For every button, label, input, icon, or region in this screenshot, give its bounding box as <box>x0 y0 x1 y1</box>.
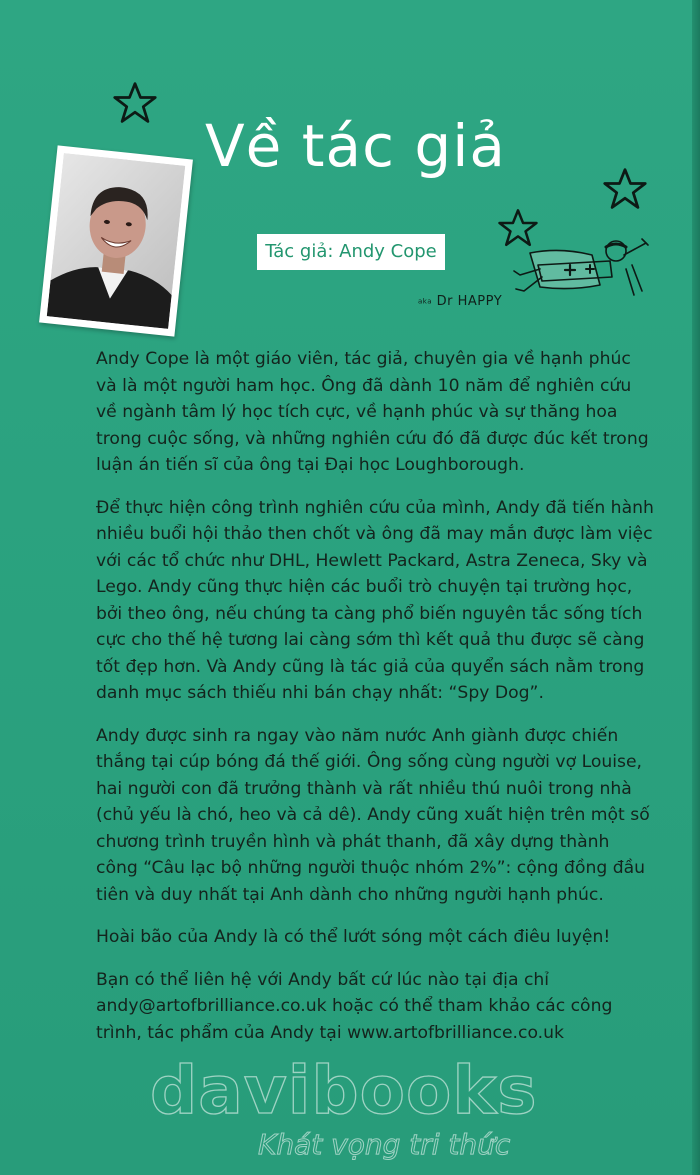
star-icon <box>112 80 158 126</box>
dr-happy-text: Dr HAPPY <box>436 294 503 309</box>
publisher-watermark-tagline: Khát vọng tri thức <box>258 1128 511 1161</box>
book-spine-edge <box>692 0 700 1175</box>
bio-paragraph-2: Để thực hiện công trình nghiên cứu của mình, Andy đã tiến hành nhiều buổi hội thảo then chốt và ông đã may mắn được làm việc với các tổ chức như DHL, Hewlett Packard, Astra Zeneca, Sky và Lego. Andy cũng thực hiện các buổi trò chuyện tại trường học, bởi theo ông, nếu chúng ta càng phổ biến nguyên tắc sống tích cực cho thế hệ tương lai càng sớm thì kết quả thu được sẽ càng tốt đẹp hơn. Và Andy cũng là tác giả của quyển sách nằm trong danh mục sách thiếu nhi bán chạy nhất: “Spy Dog”. <box>96 497 654 703</box>
bio-paragraph-4: Hoài bão của Andy là có thể lướt sóng một cách điêu luyện! <box>96 927 611 947</box>
dr-happy-doodle-label <box>418 294 502 309</box>
publisher-watermark: davibooks <box>150 1052 538 1129</box>
author-portrait-image <box>47 153 185 329</box>
star-icon <box>602 166 648 212</box>
author-biography <box>96 346 656 1062</box>
aka-prefix: aka <box>418 297 433 306</box>
author-photo <box>39 145 193 336</box>
page-title: Về tác giả <box>205 112 506 180</box>
author-name-label: Tác giả: Andy Cope <box>257 234 445 270</box>
bio-paragraph-3: Andy được sinh ra ngay vào năm nước Anh giành được chiến thắng tại cúp bóng đá thế giới. Ông sống cùng người vợ Louise, hai người con đã trưởng thành và rất nhiều thú nuôi trong nhà (chủ yếu là chó, heo và cả dê). Andy cũng xuất hiện trên một số chương trình truyền hình và phát thanh, đã xây dựng thành công “Câu lạc bộ những người thuộc nhóm 2%”: cộng đồng đầu tiên và duy nhất tại Anh dành cho những người hạnh phúc. <box>96 725 650 905</box>
bio-paragraph-1: Andy Cope là một giáo viên, tác giả, chuyên gia về hạnh phúc và là một người ham học. Ông đã dành 10 năm để nghiên cứu về ngành tâm lý học tích cực, về hạnh phúc và sự thăng hoa trong cuộc sống, và những nghiên cứu đó đã được đúc kết trong luận án tiến sĩ của ông tại Đại học Loughborough. <box>96 349 649 475</box>
bio-paragraph-5: Bạn có thể liên hệ với Andy bất cứ lúc nào tại địa chỉ andy@artofbrilliance.co.uk hoặc có thể tham khảo các công trình, tác phẩm của Andy tại www.artofbrilliance.co.uk <box>96 969 613 1043</box>
